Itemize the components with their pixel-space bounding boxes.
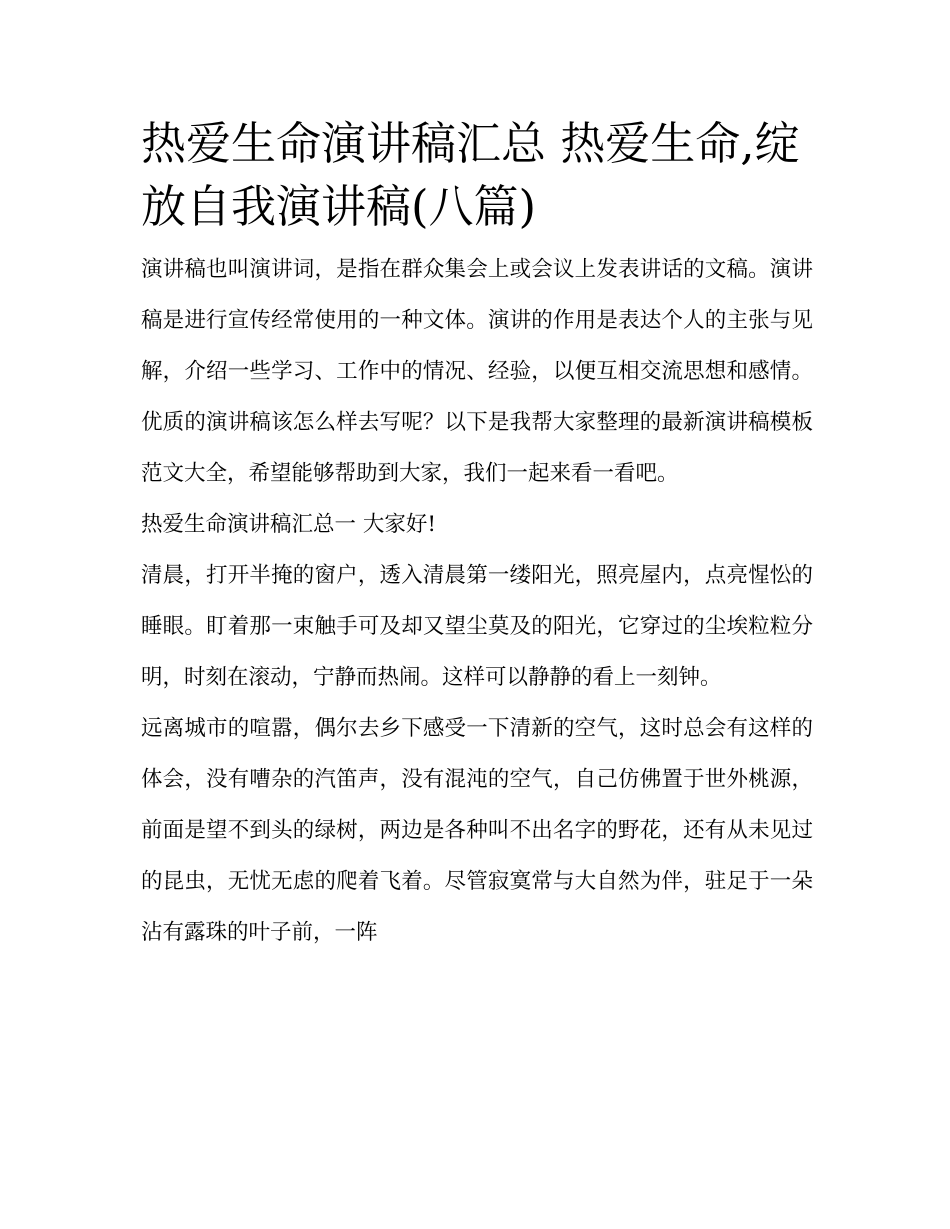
countryside-paragraph: 远离城市的喧嚣，偶尔去乡下感受一下清新的空气，这时总会有这样的体会，没有嘈杂的汽笛声，没有混沌的空气，自己仿佛置于世外桃源，前面是望不到头的绿树，两边是各种叫不出名字的野花，还有从未见过的昆虫，无忧无虑的爬着飞着。尽管寂寞常与大自然为伴，驻足于一朵沾有露珠的叶子前，一阵 bbox=[141, 716, 813, 945]
document-title: 热爱生命演讲稿汇总 热爱生命,绽放自我演讲稿(八篇) bbox=[141, 117, 800, 233]
section-heading-paragraph: 热爱生命演讲稿汇总一 大家好! bbox=[141, 512, 436, 537]
document-body bbox=[141, 112, 813, 958]
intro-paragraph: 演讲稿也叫演讲词，是指在群众集会上或会议上发表讲话的文稿。演讲稿是进行宣传经常使用的一种文体。演讲的作用是表达个人的主张与见解，介绍一些学习、工作中的情况、经验，以便互相交流思想和感情。优质的演讲稿该怎么样去写呢？以下是我帮大家整理的最新演讲稿模板范文大全，希望能够帮助到大家，我们一起来看一看吧。 bbox=[141, 257, 813, 486]
morning-paragraph: 清晨，打开半掩的窗户，透入清晨第一缕阳光，照亮屋内，点亮惺忪的睡眼。盯着那一束触手可及却又望尘莫及的阳光，它穿过的尘埃粒粒分明，时刻在滚动，宁静而热闹。这样可以静静的看上一刻钟。 bbox=[141, 563, 813, 690]
